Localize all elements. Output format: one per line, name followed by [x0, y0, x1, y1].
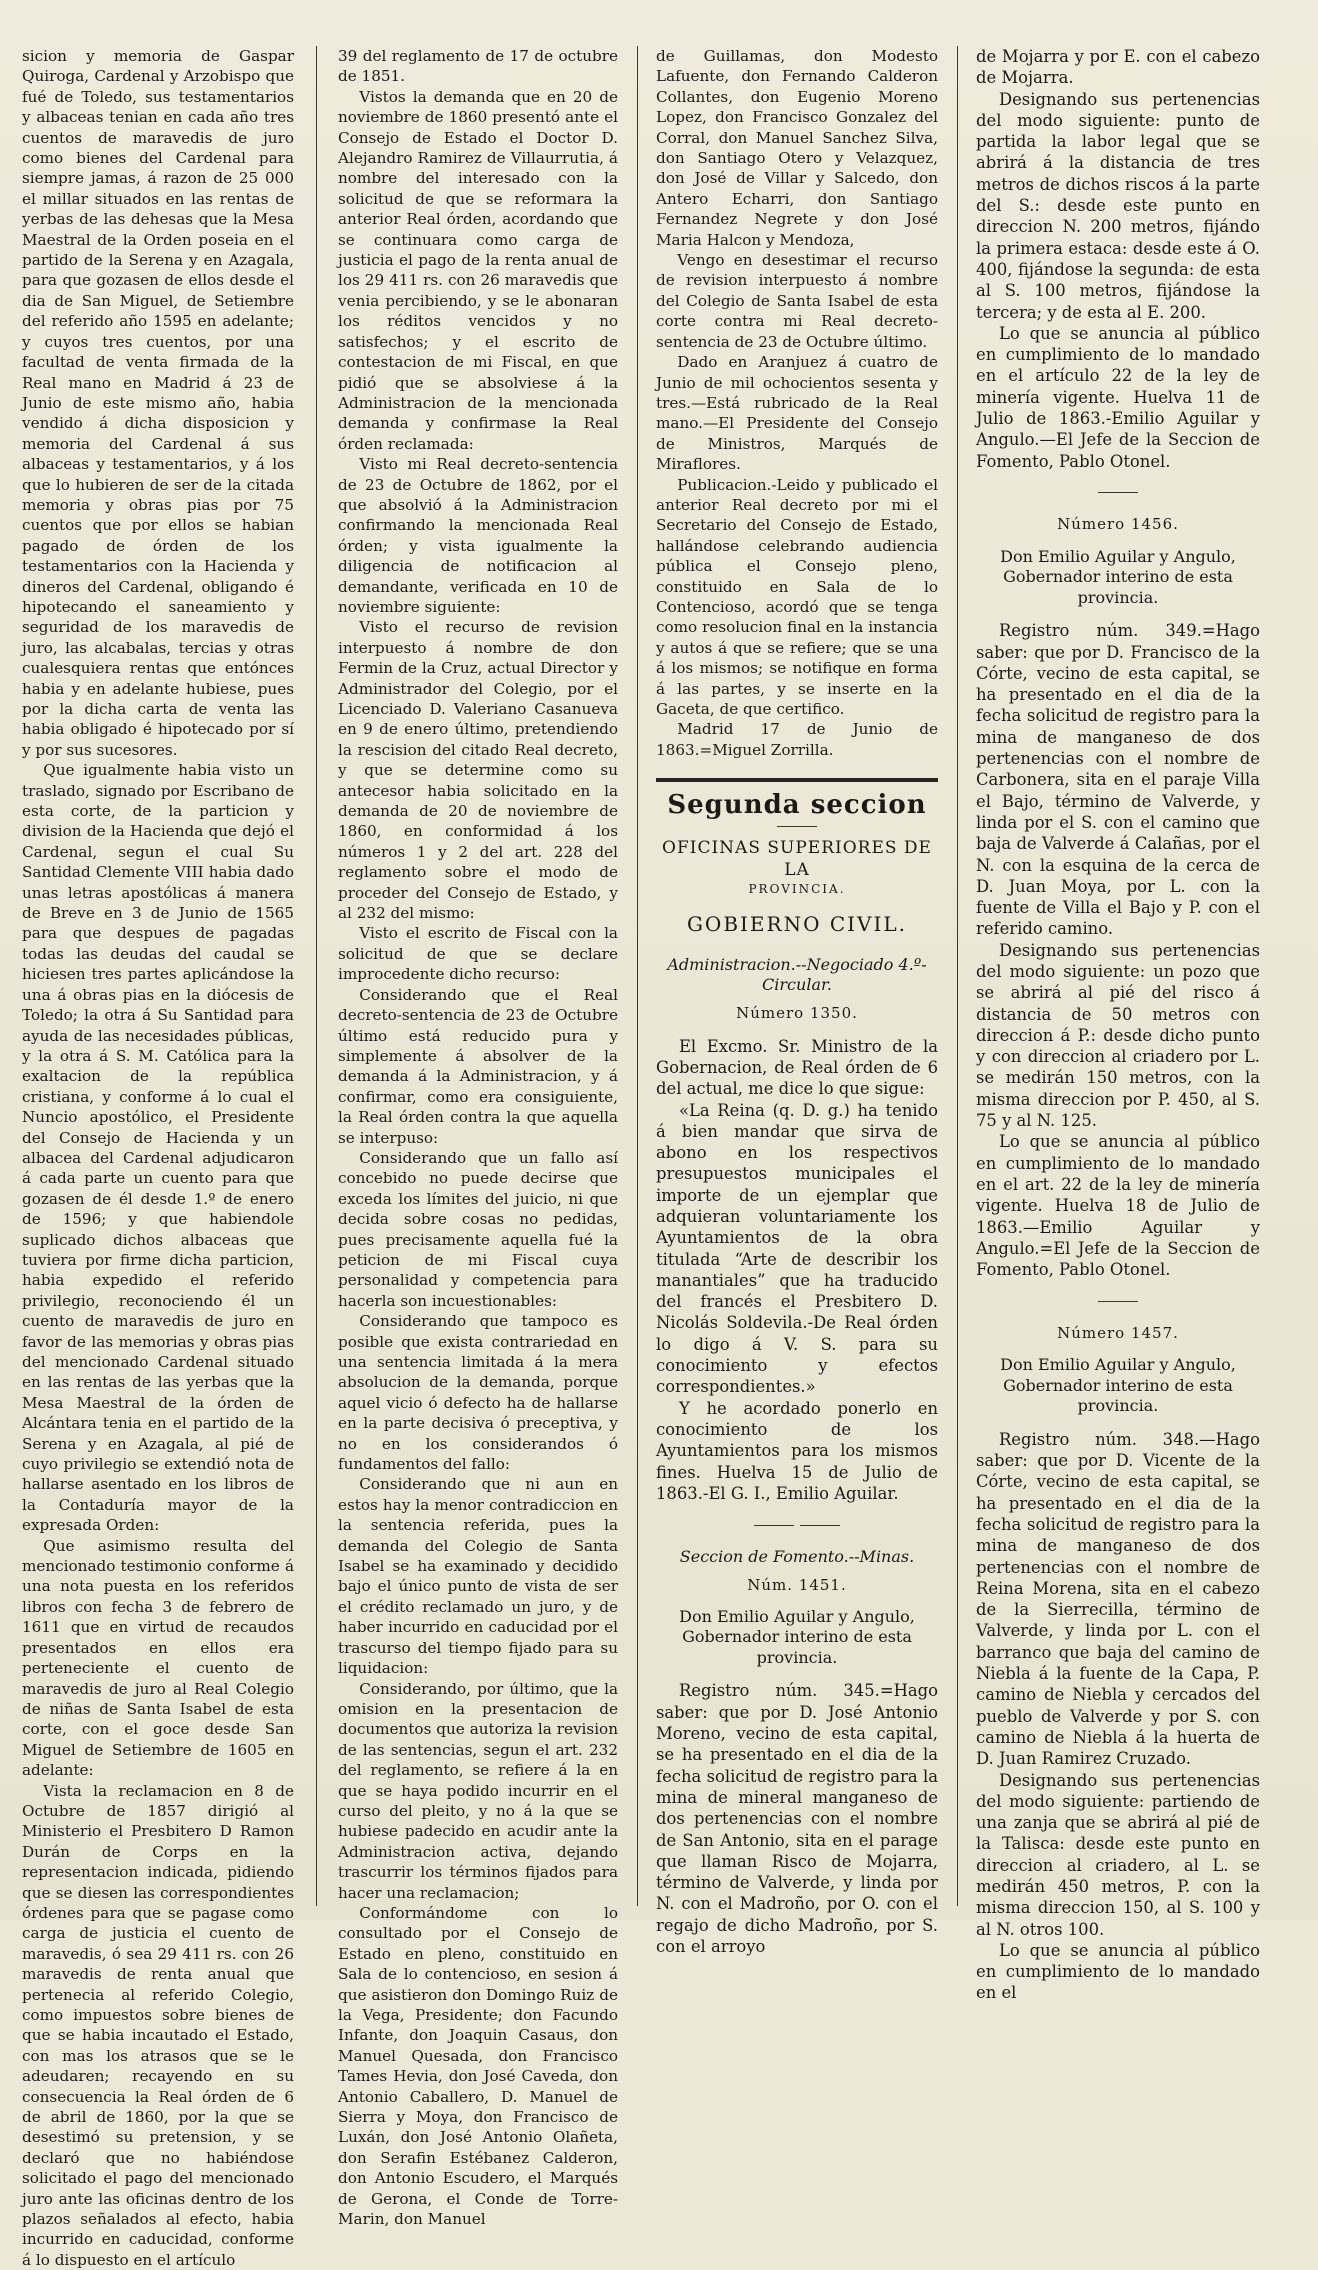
separator — [976, 1290, 1260, 1310]
paragraph: sicion y memoria de Gaspar Quiroga, Cardenal y Arzobispo que fué de Toledo, sus testamentarios y albaceas tenian en cada año tres cuentos de maravedis de juro como bienes del Cardenal para siempre jamas, á razon de 25 000 el millar situados en las rentas de yerbas de las dehesas que la Mesa Maestral de la Orden poseia en el partido de la Serena y en Azagala, para que gozasen de ellos desde el dia de San Miguel, de Setiembre del referido año 1595 en adelante; y cuyos tres cuentos, por una facultad de venta firmada de la Real mano en Madrid á 23 de Junio de este mismo año, habia vendido á dicha disposicion y memoria del Cardenal á sus albaceas y testamentarios, y á los que lo hubieren de ser de la citada memoria y obras pias por 75 cuentos que por ellos se habian pagado de órden de los testamentarios con la Hacienda y dineros del Cardenal, obligando é hipotecando el saneamiento y seguridad de los maravedis de juro, las alcabalas, tercias y otras cualesquiera rentas que entónces habia y en adelante hubiese, pues por la dicha carta de venta las habia obligado é hipotecado por sí y por sus sucesores. — [22, 47, 294, 759]
column-rule — [316, 46, 317, 1906]
column-rule — [637, 46, 638, 1906]
paragraph: Que asimismo resulta del mencionado testimonio conforme á una nota puesta en los referidos libros con fecha 3 de febrero de 1611 que en virtud de recaudos presentados en ellos era perteneciente el cuento de maravedis de juro al Real Colegio de niñas de Santa Isabel de esta corte, con el goce desde San Miguel de Setiembre de 1605 en adelante: — [22, 1536, 294, 1780]
divider — [777, 826, 817, 827]
office-title: OFICINAS SUPERIORES DE LA — [662, 838, 932, 881]
paragraph: Publicacion.-Leido y publicado el anterior Real decreto por mi el Secretario del Consejo de Estado, hallándose celebrando audiencia pública el Consejo pleno, constituido en Sala de lo Contencioso, acordó que se tenga como resolucion final en la instancia y autos á que se refiere; que se una á los mismos; se notifique en forma á las partes, y se inserte en la Gaceta, de que certifico. — [656, 475, 938, 718]
column-rule — [957, 46, 958, 1906]
governor-title: Don Emilio Aguilar y Angulo, Gobernador interino de esta provincia. — [679, 1606, 915, 1667]
notice-number: Número 1457. — [1057, 1323, 1179, 1342]
paragraph: Registro núm. 348.—Hago saber: que por D. Vicente de la Córte, vecino de esta capital, se ha presentado en el dia de la fecha solicitud de registro para la mina de manganeso de dos pertenencias con el nombre de Reina Morena, sita en el cabezo de la Sierrecilla, término de Valverde, y linda por L. con el barranco que baja del camino de Niebla á la fuente de la Capa, P. camino de Niebla y cercados del pueblo de Valverde y por S. con camino de Niebla á la huerta de D. Juan Ramirez Cruzado. — [976, 1429, 1260, 1769]
paragraph: Visto el recurso de revision interpuesto á nombre de don Fermin de la Cruz, actual Director y Administrador del Colegio, por el Licenciado D. Valeriano Casanueva en 9 de enero último, pretendiendo la rescision del citado Real decreto, y que se determine como su antecesor habia solicitado en la demanda de 20 de noviembre de 1860, en conformidad á los números 1 y 2 del art. 228 del reglamento sobre el modo de proceder del Consejo de Estado, y al 232 del mismo: — [338, 618, 618, 923]
paragraph: Vistos la demanda que en 20 de noviembre de 1860 presentó ante el Consejo de Estado el Doctor D. Alejandro Ramirez de Villaurrutia, á nombre del interesado con la solicitud de que se reformara la anterior Real órden, acordando que se continuara como carga de justicia el pago de la renta anual de los 29 411 rs. con 26 maravedis que venia percibiendo, y se le abonaran los réditos vencidos y no satisfechos; y el escrito de contestacion de mi Fiscal, en que pidió que se absolviese á la Administracion de la mencionada demanda y confirmase la Real órden reclamada: — [338, 87, 618, 453]
paragraph: Designando sus pertenencias del modo siguiente: partiendo de una zanja que se abrirá al pié de la Talisca: desde este punto en direccion al criadero, al L. se medirán 450 metros, P. con la misma direccion 150, al S. 100 y al N. otros 100. — [976, 1770, 1260, 1939]
fomento-heading: Seccion de Fomento.--Minas. — [679, 1546, 915, 1566]
paragraph: Vista la reclamacion en 8 de Octubre de 1857 dirigió al Ministerio el Presbitero D Ramon Durán de Corps en la representacion indicada, pidiendo que se diesen las correspondientes órdenes para que se pagase como carga de justicia el cuento de maravedis, ó sea 29 411 rs. con 26 maravedis de renta anual que pertenecia al referido Colegio, como impuestos sobre bienes de que se habia incautado el Estado, con mas los atrasos que se le adeudaren; recayendo en su consecuencia la Real órden de 6 de abril de 1860, por la que se desestimó su pretension, y se declaró que no habiéndose solicitado el pago del mencionado juro ante las oficinas dentro de los plazos señalados al efecto, habia incurrido en caducidad, conforme á lo dispuesto en el artículo — [22, 1781, 294, 2269]
paragraph: Considerando que el Real decreto-sentencia de 23 de Octubre último está reducido pura y simplemente á absolver de la demanda á la Administracion, y á confirmar, como era consiguiente, la Real órden contra la que aquella se interpuso: — [338, 985, 618, 1147]
paragraph: Considerando, por último, que la omision en la presentacion de documentos que autoriza la revision de las sentencias, segun el art. 232 del reglamento, se refiere á la en que se haya podido incurrir en el curso del pleito, y no á la que se hubiese padecido en acudir ante la Administracion activa, dejando trascurrir los términos fijados para hacer una reclamacion; — [338, 1679, 618, 1902]
paragraph: Lo que se anuncia al público en cumplimiento de lo mandado en el art. 22 de la ley de minería vigente. Huelva 18 de Julio de 1863.—Emilio Aguilar y Angulo.=El Jefe de la Seccion de Fomento, Pablo Otonel. — [976, 1132, 1260, 1280]
paragraph: El Excmo. Sr. Ministro de la Gobernacion, de Real órden de 6 del actual, me dice lo que sigue: — [656, 1036, 938, 1099]
column-1 — [22, 46, 294, 2269]
paragraph: Considerando que tampoco es posible que exista contrariedad en una sentencia limitada á la mera absolucion de la demanda, porque aquel vicio ó defecto ha de hallarse en la parte decisiva ó preceptiva, y no en los considerandos ó fundamentos del fallo: — [338, 1312, 618, 1474]
paragraph: Lo que se anuncia al público en cumplimiento de lo mandado en el artículo 22 de la ley de minería vigente. Huelva 11 de Julio de 1863.-Emilio Aguilar y Angulo.—El Jefe de la Seccion de Fomento, Pablo Otonel. — [976, 323, 1260, 471]
paragraph: Que igualmente habia visto un traslado, signado por Escribano de esta corte, de la particion y division de la Hacienda que dejó el Cardenal, segun el cual Su Santidad Clemente VIII habia dado unas letras apostólicas á manera de Breve en 3 de Junio de 1565 para que despues de pagadas todas las deudas del caudal se hiciesen tres partes aplicándose la una á obras pias en la diócesis de Toledo; la otra á Su Santidad para ayuda de las necesidades públicas, y la otra á S. M. Católica para la exaltacion de la república cristiana, y conforme á lo cual el Nuncio apostólico, el Presidente del Consejo de Hacienda y un albacea del Cardenal adjudicaron á cada parte un cuento para que gozasen de él desde 1.º de enero de 1596; y que habiendole suplicado dichos albaceas que tuviera por firme dicha particion, habia expedido el referido privilegio, reconociendo él un cuento de maravedis de juro en favor de las memorias y obras pias del mencionado Cardenal situado en las rentas de las yerbas que la Mesa Maestral de la órden de Alcántara tenia en el partido de la Serena y en Azagala, al pié de cuyo privilegio se extendió nota de hallarse asentado en los libros de la Contaduría mayor de la expresada Orden: — [22, 761, 294, 1535]
paragraph: de Mojarra y por E. con el cabezo de Mojarra. — [976, 47, 1260, 88]
paragraph: Dado en Aranjuez á cuatro de Junio de mil ochocientos sesenta y tres.—Está rubricado de la Real mano.—El Presidente del Consejo de Ministros, Marqués de Miraflores. — [656, 353, 938, 474]
paragraph: Y he acordado ponerlo en conocimiento de los Ayuntamientos para los mismos fines. Huelva 15 de Julio de 1863.-El G. I., Emilio Aguilar. — [656, 1398, 938, 1503]
paragraph: Madrid 17 de Junio de 1863.=Miguel Zorrilla. — [656, 720, 938, 759]
paragraph: Registro núm. 345.=Hago saber: que por D. José Antonio Moreno, vecino de esta capital, se ha presentado en el dia de la fecha solicitud de registro para la mina de mineral manganeso de dos pertenencias con el nombre de San Antonio, sita en el parage que llaman Risco de Mojarra, término de Valverde, y linda por N. con el Madroño, por O. con el regajo de dicho Madroño, por S. con el arroyo — [656, 1681, 938, 1957]
separator — [656, 1514, 938, 1534]
column-3 — [656, 46, 938, 1957]
column-2 — [338, 46, 618, 2229]
paragraph: Designando sus pertenencias del modo siguiente: un pozo que se abrirá al pié del risco á distancia de 50 metros con direccion á P.: desde dicho punto y con direccion al criadero por L. se medirán 150 metros, con la misma direccion por P. 450, al S. 75 y al N. 125. — [976, 940, 1260, 1131]
notice-number: Número 1456. — [1057, 515, 1179, 534]
paragraph: Vengo en desestimar el recurso de revision interpuesto á nombre del Colegio de Santa Isabel de esta corte contra mi Real decreto-sentencia de 23 de Octubre último. — [656, 251, 938, 351]
paragraph: Considerando que un fallo así concebido no puede decirse que exceda los límites del juicio, ni que decida sobre cosas no pedidas, pues precisamente aquella fué la peticion de mi Fiscal cuya personalidad y competencia para hacerla son incuestionables: — [338, 1148, 618, 1310]
paragraph: Lo que se anuncia al público en cumplimiento de lo mandado en el — [976, 1940, 1260, 2003]
paragraph: Registro núm. 349.=Hago saber: que por D. Francisco de la Córte, vecino de esta capital, se ha presentado en el dia de la fecha solicitud de registro para la mina de manganeso de dos pertenencias con el nombre de Carbonera, sita en el paraje Villa el Bajo, término de Valverde, y linda por el S. con el camino que baja de Valverde á Calañas, por el N. con la esquina de la cerca de D. Juan Moya, por L. con la fuente de Villa el Bajo y P. con el referido camino. — [976, 621, 1260, 939]
paragraph: Conformándome con lo consultado por el Consejo de Estado en pleno, constituido en Sala de lo contencioso, en sesion á que asistieron don Domingo Ruiz de la Vega, Presidente; don Facundo Infante, don Joaquin Casaus, don Manuel Quesada, don Francisco Tames Hevia, don José Caveda, don Antonio Caballero, D. Manuel de Sierra y Moya, don Francisco de Luxán, don José Antonio Olañeta, don Serafin Estébanez Calderon, don Antonio Escudero, el Marqués de Gerona, el Conde de Torre-Marin, don Manuel — [338, 1903, 618, 2229]
paragraph: Designando sus pertenencias del modo siguiente: punto de partida la labor legal que se abrirá á la distancia de tres metros de dichos riscos á la parte del S.: desde este punto en direccion N. 200 metros, fijándo la primera estaca: desde este á O. 400, fijándose la segunda: de esta al S. 100 metros, fijándose la tercera; y de esta al E. 200. — [976, 89, 1260, 322]
separator — [976, 482, 1260, 502]
notice-number: Número 1350. — [736, 1004, 858, 1023]
notice-number: Núm. 1451. — [747, 1575, 847, 1594]
paragraph: «La Reina (q. D. g.) ha tenido á bien mandar que sirva de abono en los respectivos presupuestos municipales el importe de un ejemplar que adquieran voluntariamente los Ayuntamientos de la obra titulada “Arte de describir los manantiales” que ha traducido del francés el Presbitero D. Nicolás Soldevila.-De Real órden lo digo á V. S. para su conocimiento y efectos correspondientes.» — [656, 1100, 938, 1397]
gobierno-civil-heading: GOBIERNO CIVIL. — [686, 912, 908, 937]
section-rule — [656, 778, 938, 782]
office-subtitle: PROVINCIA. — [748, 882, 846, 897]
paragraph: 39 del reglamento de 17 de octubre de 1851. — [338, 47, 618, 86]
governor-title: Don Emilio Aguilar y Angulo, Gobernador interino de esta provincia. — [1000, 1355, 1236, 1416]
section-title: Segunda seccion — [667, 790, 927, 821]
paragraph: de Guillamas, don Modesto Lafuente, don Fernando Calderon Collantes, don Eugenio Moreno Lopez, don Francisco Gonzalez del Corral, don Manuel Sanchez Silva, don Santiago Otero y Velazquez, don José de Villar y Salcedo, don Antero Echarri, don Santiago Fernandez Negrete y don José Maria Halcon y Mendoza, — [656, 47, 938, 249]
paragraph: Visto el escrito de Fiscal con la solicitud de que se declare improcedente dicho recurso: — [338, 924, 618, 984]
paragraph: Visto mi Real decreto-sentencia de 23 de Octubre de 1862, por el que absolvió á la Administracion confirmando la mencionada Real órden; y vista igualmente la diligencia de notificacion al demandante, verificada en 10 de noviembre siguiente: — [338, 455, 618, 616]
column-4 — [976, 46, 1260, 2003]
governor-title: Don Emilio Aguilar y Angulo, Gobernador interino de esta provincia. — [1000, 546, 1236, 607]
paragraph: Considerando que ni aun en estos hay la menor contradiccion en la sentencia referida, pues la demanda del Colegio de Santa Isabel se ha examinado y decidido bajo el único punto de vista de ser el crédito reclamado un juro, y de haber incurrido en caducidad por el trascurso del tiempo fijado para su liquidacion: — [338, 1475, 618, 1678]
administracion-heading: Administracion.--Negociado 4.º-Circular. — [667, 955, 927, 995]
